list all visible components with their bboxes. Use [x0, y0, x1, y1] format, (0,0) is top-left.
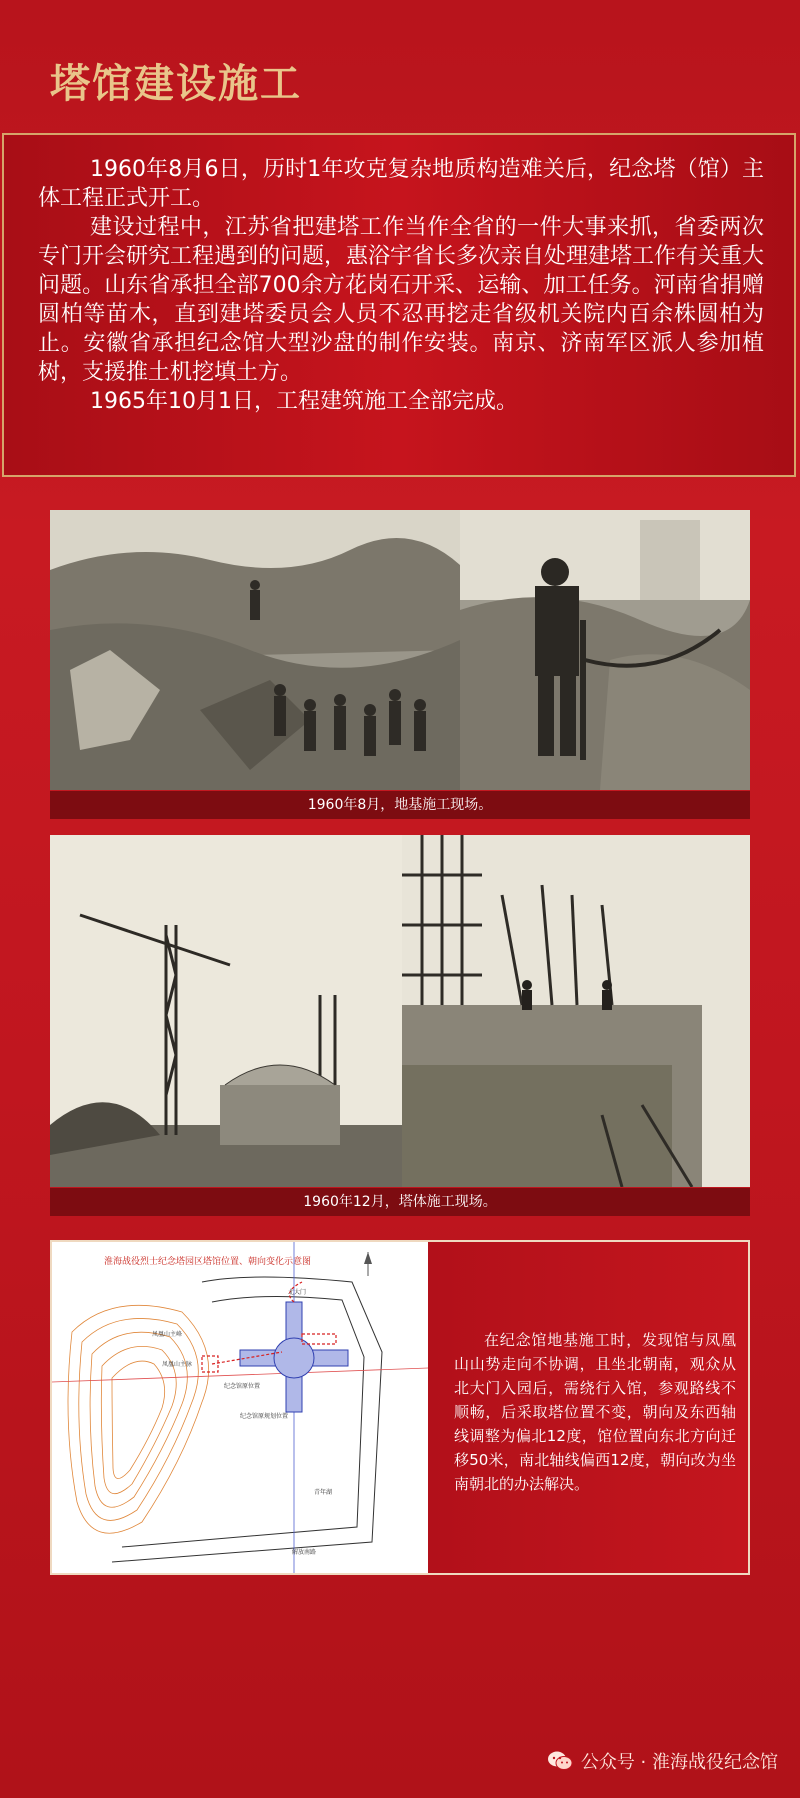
map-panel [50, 1240, 750, 1575]
map-label-lake: 青年湖 [314, 1489, 333, 1496]
map-description: 在纪念馆地基施工时，发现馆与凤凰山山势走向不协调，且坐北朝南，观众从北大门入园后，需绕行入馆，参观路线不顺畅，后采取塔位置不变，朝向及东西轴线调整为偏北12度，馆位置向东北方向迁移50米，南北轴线偏西12度，朝向改为坐南朝北的办法解决。 [454, 1331, 736, 1493]
site-orientation-map [52, 1242, 428, 1573]
foundation-workers-photo [50, 510, 460, 790]
map-label-phoenix-2: 凤凰山主脉 [162, 1361, 193, 1368]
tower-scaffold-photo [402, 835, 750, 1187]
intro-text-box [2, 133, 796, 477]
tower-crane-photo [50, 835, 402, 1187]
photo-row-foundation [50, 510, 750, 790]
map-label-south-road: 解放南路 [292, 1549, 317, 1556]
page-title: 塔馆建设施工 [50, 61, 302, 107]
caption-tower: 1960年12月，塔体施工现场。 [50, 1188, 750, 1216]
intro-paragraph-1: 1960年8月6日，历时1年攻克复杂地质构造难关后，纪念塔（馆）主体工程正式开工。 [38, 157, 764, 211]
photo-row-tower [50, 835, 750, 1187]
map-label-hall-plan: 纪念馆原规划位置 [240, 1413, 289, 1420]
caption-foundation: 1960年8月，地基施工现场。 [50, 791, 750, 819]
map-label-hall-position: 纪念馆原位置 [224, 1383, 261, 1390]
intro-paragraph-3: 1965年10月1日，工程建筑施工全部完成。 [90, 389, 518, 414]
map-description-panel [428, 1242, 748, 1573]
map-label-phoenix-1: 凤凰山主峰 [152, 1331, 183, 1338]
intro-paragraph-2: 建设过程中，江苏省把建塔工作当作全省的一件大事来抓，省委两次专门开会研究工程遇到的问题，惠浴宇省长多次亲自处理建塔工作有关重大问题。山东省承担全部700余方花岗石开采、运输、加工任务。河南省捐赠圆柏等苗木，直到建塔委员会人员不忍再挖走省级机关院内百余株圆柏为止。安徽省承担纪念馆大型沙盘的制作安装。南京、济南军区派人参加植树，支援推土机挖填土方。 [38, 215, 765, 385]
map-label-north-gate: 北大门 [288, 1289, 307, 1296]
foundation-driller-photo [460, 510, 750, 790]
watermark-text: 公众号 · 淮海战役纪念馆 [580, 1752, 778, 1773]
watermark [547, 1748, 778, 1774]
map-title: 淮海战役烈士纪念塔园区塔馆位置、朝向变化示意图 [104, 1257, 312, 1267]
wechat-icon [547, 1750, 573, 1772]
